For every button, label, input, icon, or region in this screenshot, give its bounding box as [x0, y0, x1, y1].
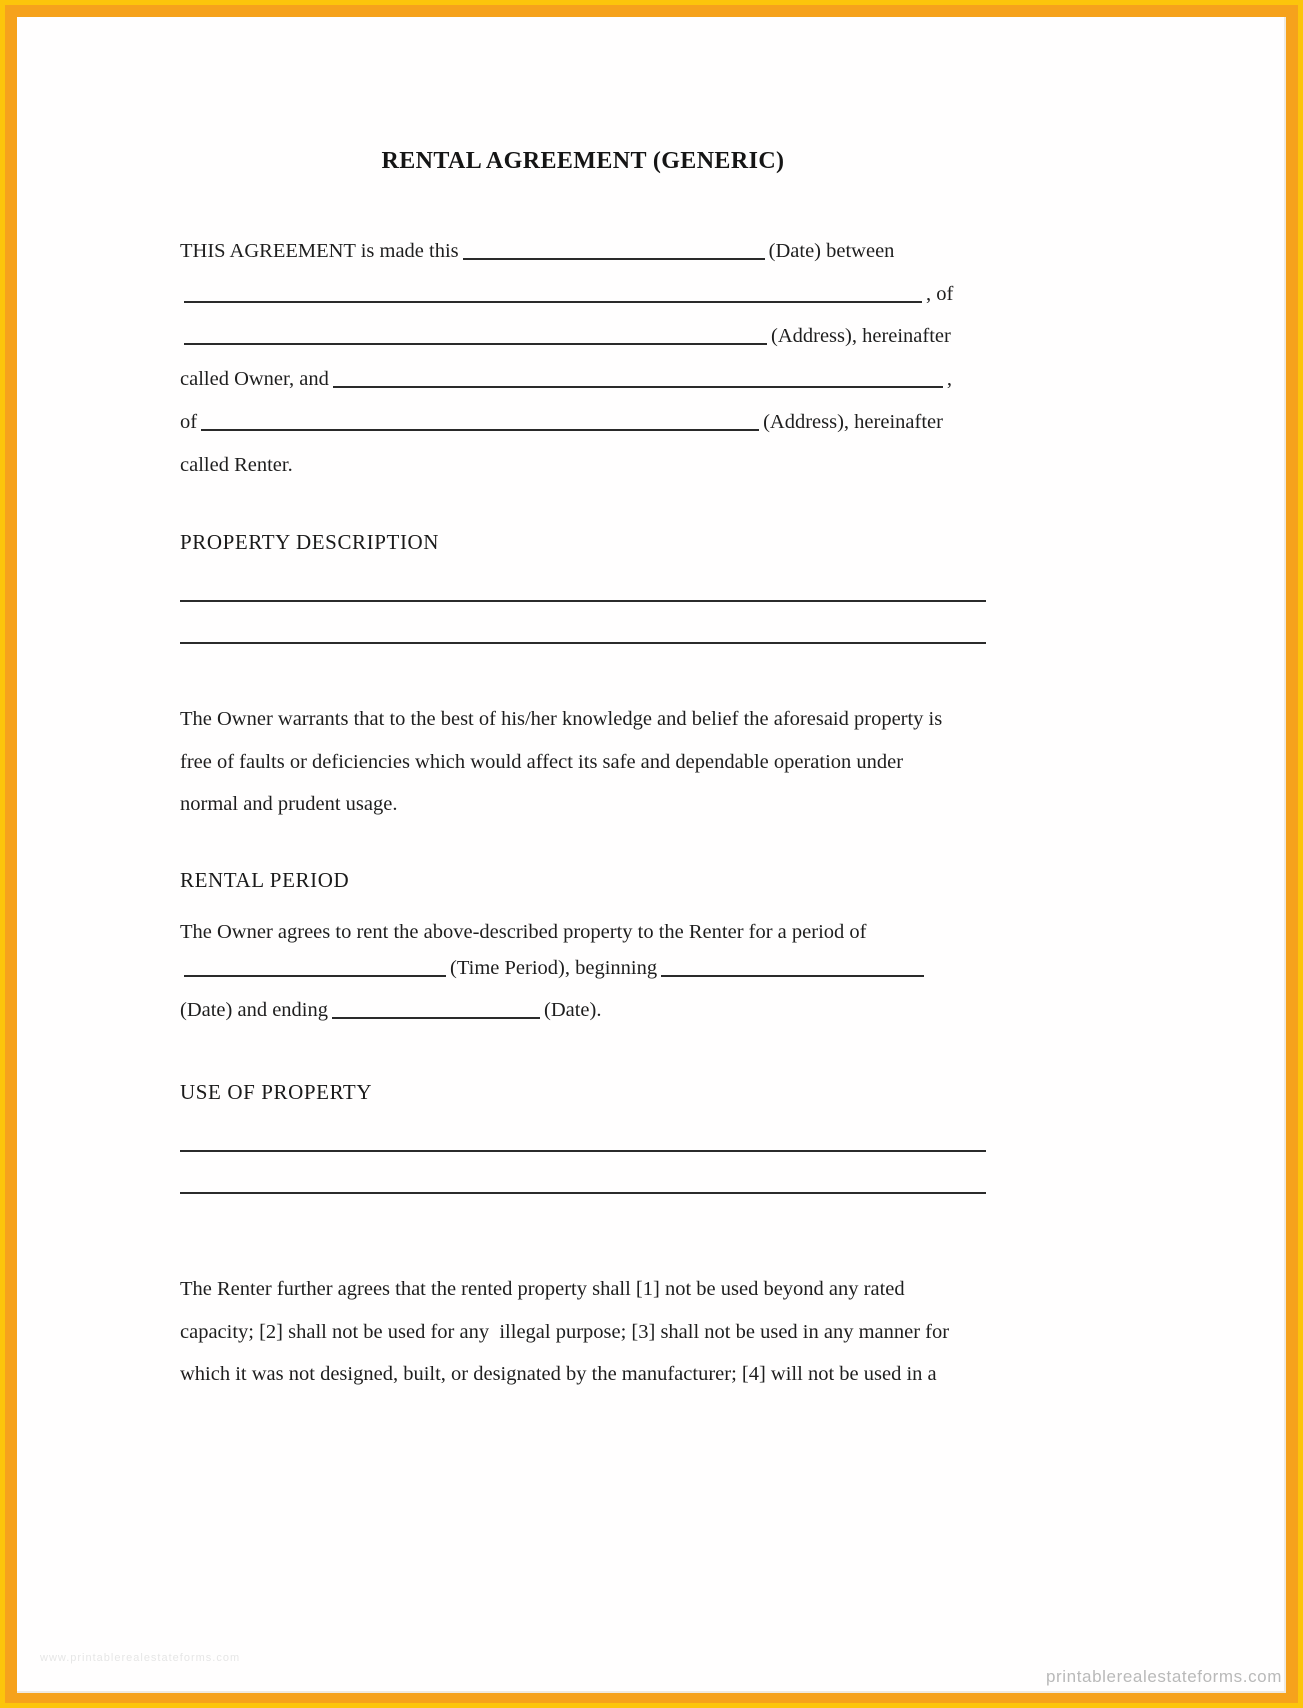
intro-date-between-text: (Date) between: [768, 239, 895, 262]
intro-address-hereinafter-text-2: (Address), hereinafter: [763, 410, 943, 433]
date-end-text: (Date).: [544, 998, 602, 1021]
intro-line-4: [180, 354, 986, 397]
intro-comma-of-text: , of: [926, 282, 954, 305]
owner-warranty-line: The Owner warrants that to the best of his/her knowledge and belief the aforesaid property is: [180, 708, 943, 730]
owner-warranty-line: free of faults or deficiencies which would affect its safe and dependable operation under: [180, 750, 904, 773]
date-blank-field: [463, 258, 765, 260]
intro-line-6: [180, 440, 986, 483]
owner-name-blank-field: [184, 301, 922, 303]
property-description-blank-line-1: [180, 600, 986, 602]
rental-period-heading: RENTAL PERIOD: [180, 868, 350, 892]
time-period-blank-field: [184, 975, 446, 977]
intro-made-this-text: THIS AGREEMENT is made this: [180, 239, 459, 262]
beginning-date-blank-field: [661, 975, 924, 977]
property-description-blank-line-2: [180, 642, 986, 644]
owner-warranty-paragraph: [180, 698, 1002, 826]
intro-trailing-comma-text: ,: [946, 368, 953, 391]
intro-line-1: [180, 226, 986, 269]
date-and-ending-text: (Date) and ending: [180, 998, 328, 1021]
intro-called-renter-text: called Renter.: [180, 453, 293, 476]
renter-address-blank-field: [201, 429, 759, 431]
use-of-property-heading: USE OF PROPERTY: [180, 1080, 373, 1104]
use-of-property-blank-line-2: [180, 1192, 986, 1194]
agreement-intro-paragraph: [180, 226, 986, 483]
intro-line-5: [180, 397, 986, 440]
owner-warranty-line: normal and prudent usage.: [180, 793, 398, 816]
site-watermark: printablerealestateforms.com: [1045, 1667, 1282, 1686]
document-title: RENTAL AGREEMENT (GENERIC): [381, 148, 785, 174]
renter-agrees-line: The Renter further agrees that the rented property shall [1] not be used beyond any rated: [180, 1278, 905, 1300]
rental-period-line-3: [180, 985, 986, 1028]
time-period-beginning-text: (Time Period), beginning: [450, 956, 658, 979]
use-of-property-blank-line-1: [180, 1150, 986, 1152]
rental-period-line-1: The Owner agrees to rent the above-described property to the Renter for a period of: [180, 921, 867, 943]
intro-address-hereinafter-text-1: (Address), hereinafter: [771, 325, 951, 348]
intro-called-owner-text: called Owner, and: [180, 368, 329, 391]
intro-line-3: [180, 312, 986, 355]
renter-agrees-line: which it was not designed, built, or designated by the manufacturer; [4] will not be used in a: [180, 1363, 937, 1386]
intro-of-text: of: [180, 410, 198, 433]
renter-agrees-line: capacity; [2] shall not be used for any illegal purpose; [3] shall not be used in any manner for: [180, 1320, 950, 1343]
owner-address-blank-field: [184, 343, 767, 345]
renter-name-blank-field: [333, 386, 943, 388]
rental-period-line-2: [180, 943, 986, 986]
intro-line-2: [180, 269, 986, 312]
renter-agrees-paragraph: [180, 1268, 1002, 1396]
document-page: [17, 17, 1286, 1693]
faint-left-watermark: www.printablerealestateforms.com: [40, 1652, 241, 1664]
property-description-heading: PROPERTY DESCRIPTION: [180, 530, 440, 554]
ending-date-blank-field: [332, 1017, 540, 1019]
